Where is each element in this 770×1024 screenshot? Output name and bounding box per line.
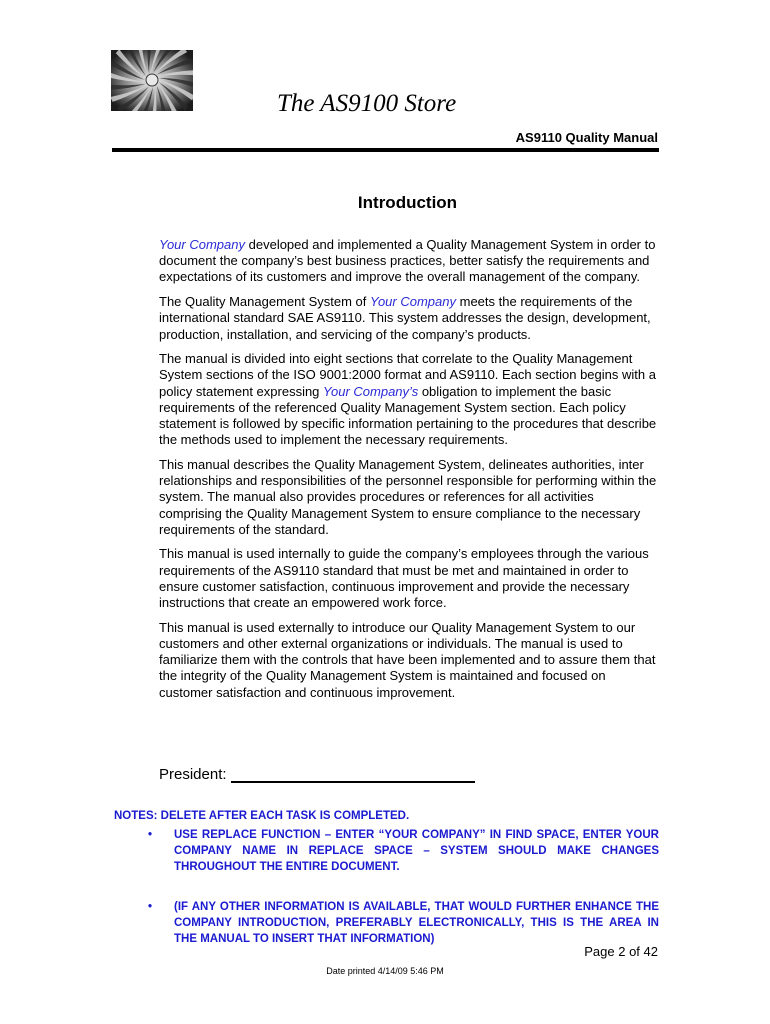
paragraph-4: This manual describes the Quality Management System, delineates authorities, inter relationships and responsibilities of the personnel responsible for performing within the system. The manual also provides procedures or references for all activities comprising the Quality Management System to ensure compliance to the necessary requirements of the standard. [159,456,657,537]
notes-section [114,808,659,947]
paragraph-3 [159,351,659,448]
note-item [114,827,659,875]
manual-title: AS9110 Quality Manual [515,130,658,145]
paragraph-3-after: obligation to implement the basic requirements of the referenced Quality Management System section. Each policy statement is followed by specific information pertaining to the procedures that describe the methods used to implement the necessary requirements. [159,383,657,448]
date-printed: Date printed 4/14/09 5:46 PM [326,966,444,976]
header-rule [112,148,659,152]
paragraph-2 [159,294,659,343]
paragraph-3-before: The manual is divided into eight sections that correlate to the Quality Management System sections of the ISO 9001:2000 format and AS9110. Each section begins with a policy statement expressing [159,351,656,399]
paragraph-6: This manual is used externally to introduce our Quality Management System to our customers and other external organizations or individuals. The manual is used to familiarize them with the controls that have been implemented and to assure them that the integrity of the Quality Management System is maintained and focused on customer satisfaction and continuous improvement. [159,619,656,700]
bullet-icon: • [148,901,153,913]
company-placeholder: Your Company [159,237,245,252]
paragraph-2-after: meets the requirements of the international standard SAE AS9110. This system addresses the design, development, production, installation, and servicing of the company’s products. [159,294,651,342]
signature-blank-line [231,768,475,783]
store-title: The AS9100 Store [277,90,457,117]
note-text: USE REPLACE FUNCTION – ENTER “YOUR COMPANY” IN FIND SPACE, ENTER YOUR COMPANY NAME IN REPLACE SPACE – SYSTEM SHOULD MAKE CHANGES THROUGHOUT THE ENTIRE DOCUMENT. [174,829,659,873]
company-placeholder: Your Company [370,294,456,310]
bullet-icon: • [148,829,153,841]
company-placeholder-possessive: Your Company’s [323,383,419,399]
paragraph-1 [159,237,659,286]
introduction-body [159,237,659,709]
president-label: President: [159,766,227,783]
paragraph-5: This manual is used internally to guide the company’s employees through the various requirements of the AS9110 standard that must be met and maintained in order to ensure customer satisfaction, continuous improvement and provide the necessary instructions that create an empowered work force. [159,546,649,611]
notes-heading: NOTES: DELETE AFTER EACH TASK IS COMPLETED. [114,810,410,822]
paragraph-2-before: The Quality Management System of [159,294,367,310]
turbine-fan-logo-icon [111,50,193,111]
note-item [114,899,659,947]
paragraph-1-text: developed and implemented a Quality Management System in order to document the company’s best business practices, better satisfy the requirements and expectations of its customers and improve the overall management of the company. [159,237,656,285]
note-text: (IF ANY OTHER INFORMATION IS AVAILABLE, THAT WOULD FURTHER ENHANCE THE COMPANY INTRODUCTION, PREFERABLY ELECTRONICALLY, THIS IS THE AREA IN THE MANUAL TO INSERT THAT INFORMATION) [174,901,659,945]
page-number: Page 2 of 42 [584,944,658,959]
president-signature [159,766,475,783]
page-title: Introduction [357,193,458,212]
